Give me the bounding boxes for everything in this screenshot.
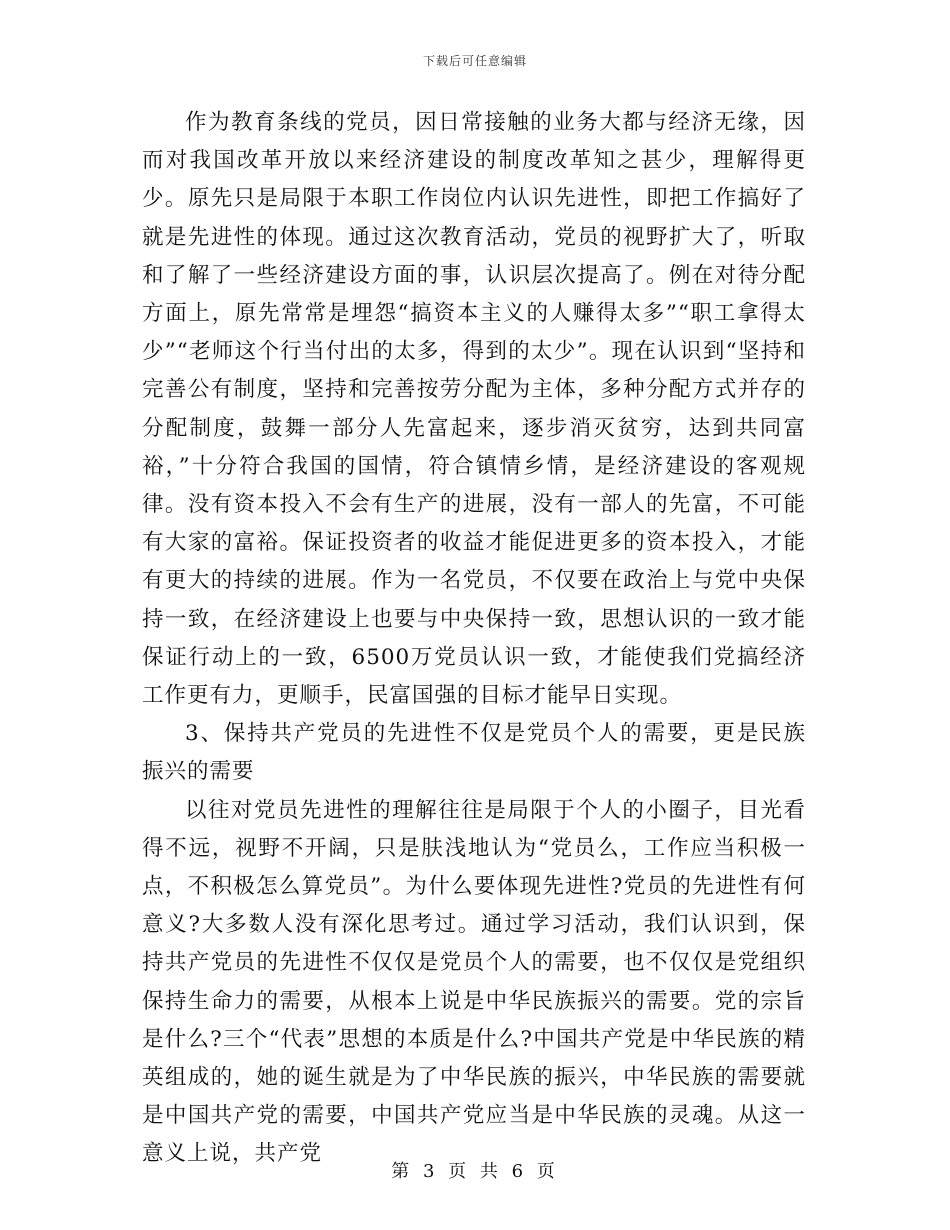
section-heading-national-revival: 3、保持共产党员的先进性不仅是党员个人的需要，更是民族振兴的需要 (142, 721, 806, 785)
document-body (142, 104, 806, 1174)
page-number-footer: 第 3 页 共 6 页 (391, 1161, 559, 1182)
page-header: 下载后可任意编辑 (422, 54, 527, 68)
paragraph-advanced-nature: 以往对党员先进性的理解往往是局限于个人的小圈子，目光看得不远，视野不开阔，只是肤浅地认为“党员么，工作应当积极一点，不积极怎么算党员”。为什么要体现先进性?党员的先进性有何意义?大多数人没有深化思考过。通过学习活动，我们认识到，保持共产党员的先进性不仅仅是党员个人的需要，也不仅仅是党组织保持生命力的需要，从根本上说是中华民族振兴的需要。党的宗旨是什么?三个“代表”思想的本质是什么?中国共产党是中华民族的精英组成的，她的诞生就是为了中华民族的振兴，中华民族的需要就是中国共产党的需要，中国共产党应当是中华民族的灵魂。从这一意义上说，共产党 (142, 797, 806, 1167)
paragraph-economic-understanding: 作为教育条线的党员，因日常接触的业务大都与经济无缘，因而对我国改革开放以来经济建设的制度改革知之甚少，理解得更少。原先只是局限于本职工作岗位内认识先进性，即把工作搞好了就是先进性的体现。通过这次教育活动，党员的视野扩大了，听取和了解了一些经济建设方面的事，认识层次提高了。例在对待分配方面上，原先常常是埋怨“搞资本主义的人赚得太多”“职工拿得太少”“老师这个行当付出的太多，得到的太少”。现在认识到“坚持和完善公有制度，坚持和完善按劳分配为主体，多种分配方式并存的分配制度，鼓舞一部分人先富起来，逐步消灭贫穷，达到共同富裕，”十分符合我国的国情，符合镇情乡情，是经济建设的客观规律。没有资本投入不会有生产的进展，没有一部人的先富，不可能有大家的富裕。保证投资者的收益才能促进更多的资本投入，才能有更大的持续的进展。作为一名党员，不仅要在政治上与党中央保持一致，在经济建设上也要与中央保持一致，思想认识的一致才能保证行动上的一致，6500万党员认识一致，才能使我们党搞经济工作更有力，更顺手，民富国强的目标才能早日实现。 (142, 110, 806, 709)
